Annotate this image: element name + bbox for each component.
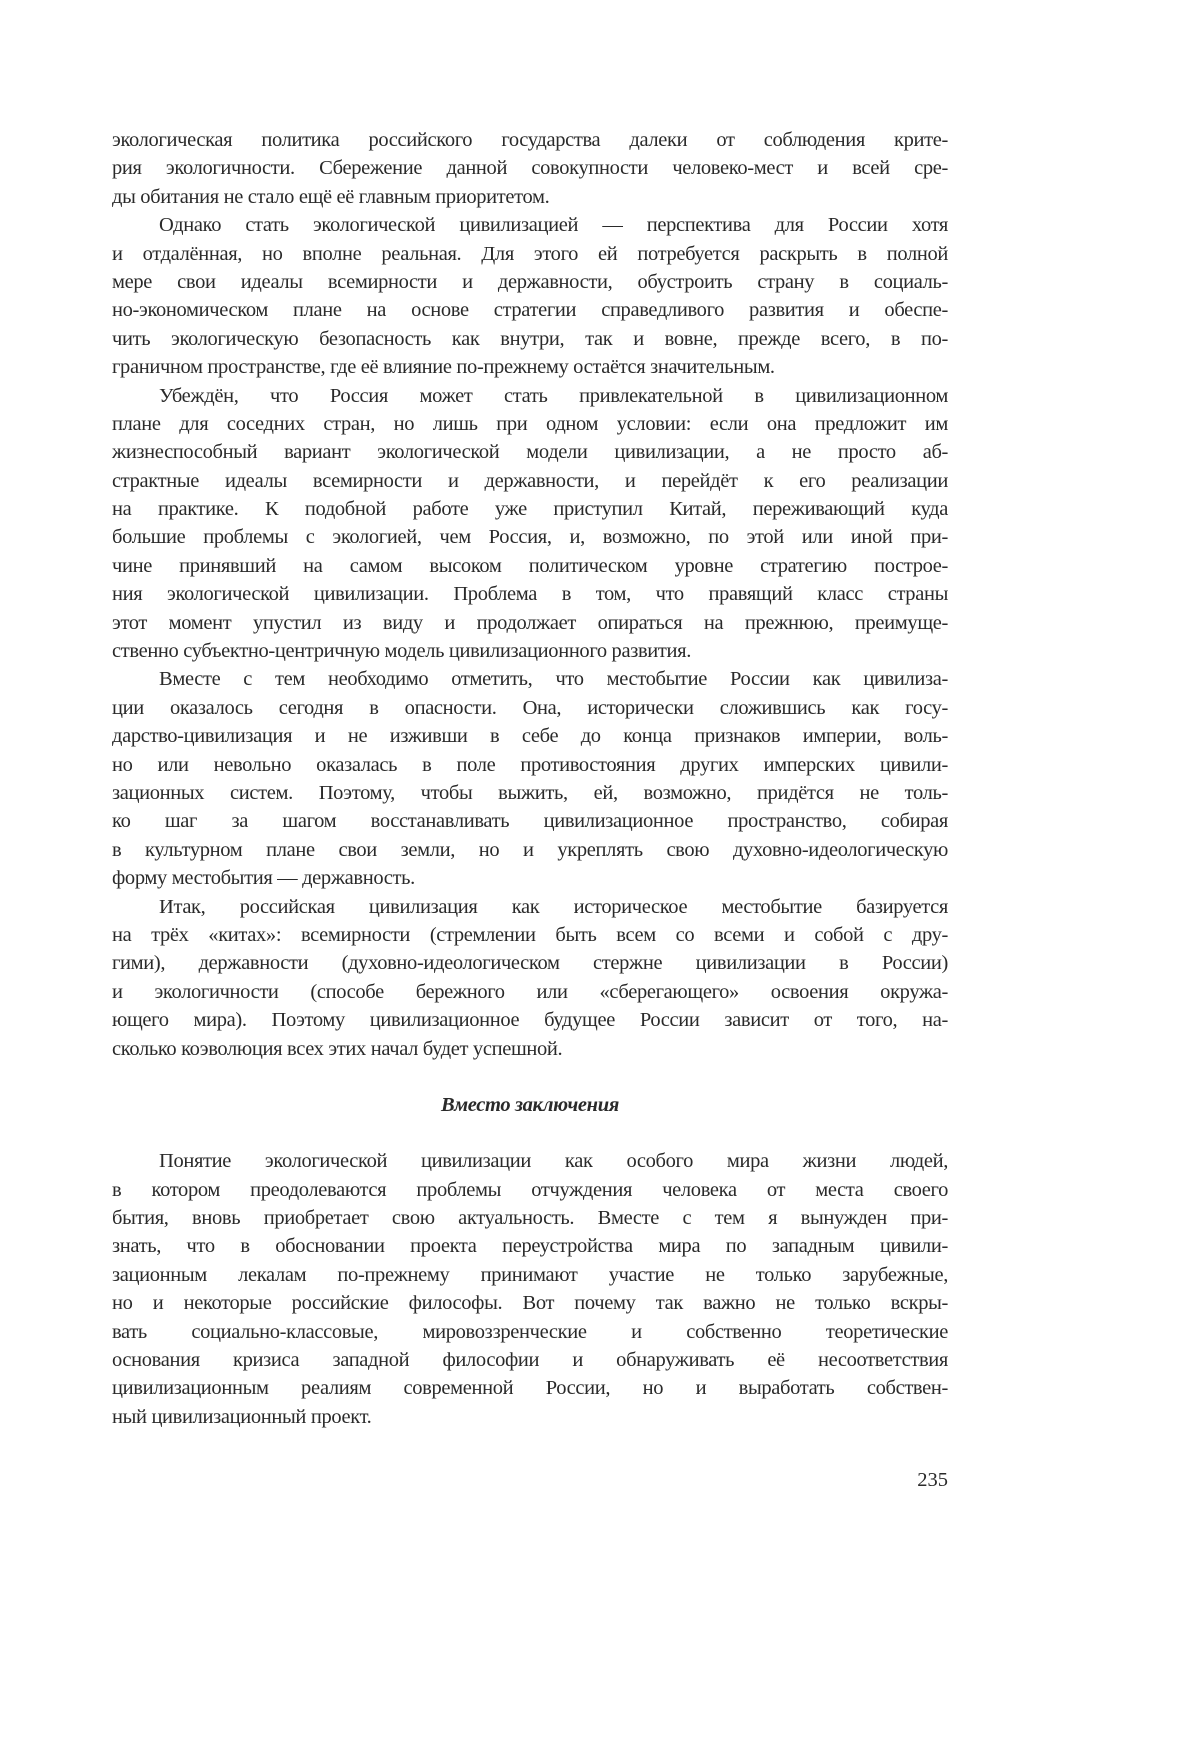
text-line: Убеждён, что Россия может стать привлекательной в цивилизационном xyxy=(112,382,948,410)
text-line: ды обитания не стало ещё её главным приоритетом. xyxy=(112,183,948,211)
text-line: мере свои идеалы всемирности и державности, обустроить страну в социаль- xyxy=(112,268,948,296)
text-line: форму местобытия — державность. xyxy=(112,864,948,892)
text-line: Понятие экологической цивилизации как особого мира жизни людей, xyxy=(112,1147,948,1175)
paragraph xyxy=(112,382,948,666)
text-line: Вместе с тем необходимо отметить, что местобытие России как цивилиза- xyxy=(112,665,948,693)
section-heading: Вместо заключения xyxy=(112,1091,948,1119)
text-line: вать социально-классовые, мировоззренческие и собственно теоретические xyxy=(112,1318,948,1346)
text-line: чине принявший на самом высоком политическом уровне стратегию построе- xyxy=(112,552,948,580)
text-line: основания кризиса западной философии и обнаруживать её несоответствия xyxy=(112,1346,948,1374)
text-line: ния экологической цивилизации. Проблема в том, что правящий класс страны xyxy=(112,580,948,608)
paragraph xyxy=(112,893,948,1063)
text-line: но и некоторые российские философы. Вот почему так важно не только вскры- xyxy=(112,1289,948,1317)
text-line: но или невольно оказалась в поле противостояния других имперских цивили- xyxy=(112,751,948,779)
text-line: зационным лекалам по-прежнему принимают участие не только зарубежные, xyxy=(112,1261,948,1289)
paragraph xyxy=(112,665,948,892)
text-line: Однако стать экологической цивилизацией — перспектива для России хотя xyxy=(112,211,948,239)
text-line: ющего мира). Поэтому цивилизационное будущее России зависит от того, на- xyxy=(112,1006,948,1034)
text-line: страктные идеалы всемирности и державности, и перейдёт к его реализации xyxy=(112,467,948,495)
text-line: экологическая политика российского государства далеки от соблюдения крите- xyxy=(112,126,948,154)
text-line: граничном пространстве, где её влияние по-прежнему остаётся значительным. xyxy=(112,353,948,381)
text-line: дарство-цивилизация и не изживши в себе до конца признаков империи, воль- xyxy=(112,722,948,750)
paragraph xyxy=(112,126,948,211)
text-line: цивилизационным реалиям современной России, но и выработать собствен- xyxy=(112,1374,948,1402)
text-line: жизнеспособный вариант экологической модели цивилизации, а не просто аб- xyxy=(112,438,948,466)
text-line: в культурном плане свои земли, но и укреплять свою духовно-идеологическую xyxy=(112,836,948,864)
text-line: Итак, российская цивилизация как историческое местобытие базируется xyxy=(112,893,948,921)
text-line: плане для соседних стран, но лишь при одном условии: если она предложит им xyxy=(112,410,948,438)
text-line: в котором преодолеваются проблемы отчуждения человека от места своего xyxy=(112,1176,948,1204)
text-line: гими), державности (духовно-идеологическом стержне цивилизации в России) xyxy=(112,949,948,977)
text-line: зационных систем. Поэтому, чтобы выжить, ей, возможно, придётся не толь- xyxy=(112,779,948,807)
text-line: и отдалённая, но вполне реальная. Для этого ей потребуется раскрыть в полной xyxy=(112,240,948,268)
text-line: и экологичности (способе бережного или «сберегающего» освоения окружа- xyxy=(112,978,948,1006)
text-line: сколько коэволюция всех этих начал будет успешной. xyxy=(112,1035,948,1063)
text-line: ственно субъектно-центричную модель цивилизационного развития. xyxy=(112,637,948,665)
text-line: на практике. К подобной работе уже приступил Китай, переживающий куда xyxy=(112,495,948,523)
text-line: ции оказалось сегодня в опасности. Она, исторически сложившись как госу- xyxy=(112,694,948,722)
conclusion-text xyxy=(112,1147,948,1431)
text-line: ко шаг за шагом восстанавливать цивилизационное пространство, собирая xyxy=(112,807,948,835)
text-line: но-экономическом плане на основе стратегии справедливого развития и обеспе- xyxy=(112,296,948,324)
paragraph xyxy=(112,1147,948,1431)
main-text xyxy=(112,126,948,1063)
text-line: большие проблемы с экологией, чем Россия, и, возможно, по этой или иной при- xyxy=(112,523,948,551)
text-line: этот момент упустил из виду и продолжает опираться на прежнюю, преимуще- xyxy=(112,609,948,637)
paragraph xyxy=(112,211,948,381)
page-body xyxy=(112,126,948,1431)
text-line: бытия, вновь приобретает свою актуальность. Вместе с тем я вынужден при- xyxy=(112,1204,948,1232)
text-line: знать, что в обосновании проекта переустройства мира по западным цивили- xyxy=(112,1232,948,1260)
page-number: 235 xyxy=(900,1466,948,1494)
text-line: рия экологичности. Сбережение данной совокупности человеко-мест и всей сре- xyxy=(112,154,948,182)
text-line: ный цивилизационный проект. xyxy=(112,1403,948,1431)
text-line: на трёх «китах»: всемирности (стремлении быть всем со всеми и собой с дру- xyxy=(112,921,948,949)
text-line: чить экологическую безопасность как внутри, так и вовне, прежде всего, в по- xyxy=(112,325,948,353)
